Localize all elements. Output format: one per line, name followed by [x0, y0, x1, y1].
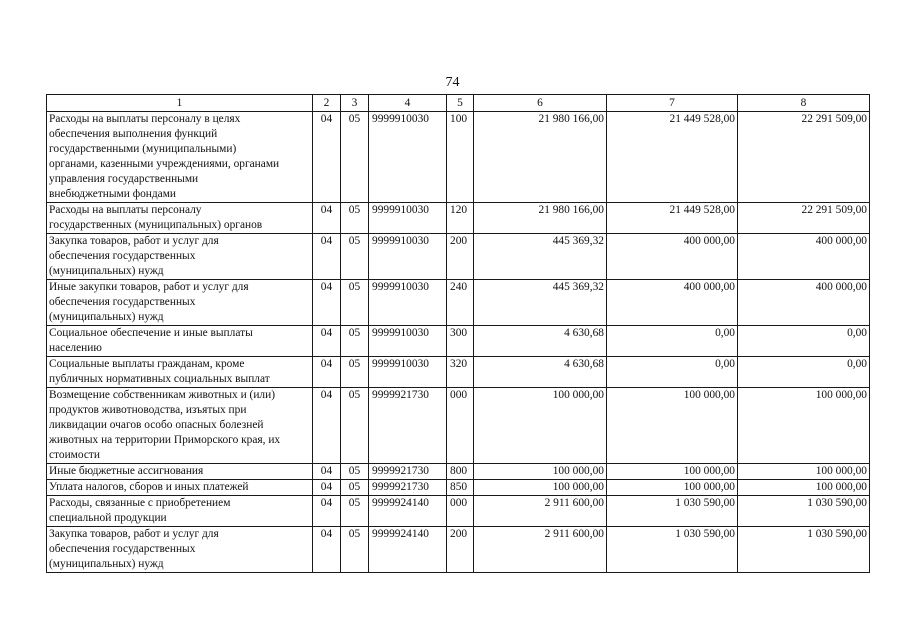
amount-col-6: 2 911 600,00 [474, 527, 607, 573]
description-line: государственными (муниципальными) [49, 143, 237, 155]
subsection-code: 05 [341, 280, 369, 326]
row-description [47, 464, 313, 480]
description-line: обеспечения государственных [49, 296, 196, 308]
description-line: публичных нормативных социальных выплат [49, 373, 270, 385]
amount-col-6: 2 911 600,00 [474, 496, 607, 527]
amount-col-8: 100 000,00 [738, 480, 870, 496]
amount-col-6: 4 630,68 [474, 326, 607, 357]
description-line: (муниципальных) нужд [49, 558, 164, 570]
target-article-code: 9999910030 [369, 112, 447, 203]
amount-col-7: 100 000,00 [607, 480, 738, 496]
table-row [47, 234, 870, 280]
section-code: 04 [313, 203, 341, 234]
section-code: 04 [313, 234, 341, 280]
row-description [47, 357, 313, 388]
amount-col-7: 400 000,00 [607, 280, 738, 326]
column-header: 1 [47, 95, 313, 112]
target-article-code: 9999921730 [369, 464, 447, 480]
table-row [47, 527, 870, 573]
amount-col-8: 0,00 [738, 326, 870, 357]
description-line: (муниципальных) нужд [49, 265, 164, 277]
description-line: (муниципальных) нужд [49, 311, 164, 323]
target-article-code: 9999910030 [369, 280, 447, 326]
column-header: 2 [313, 95, 341, 112]
section-code: 04 [313, 527, 341, 573]
section-code: 04 [313, 496, 341, 527]
target-article-code: 9999910030 [369, 326, 447, 357]
amount-col-7: 0,00 [607, 357, 738, 388]
table-row [47, 112, 870, 203]
amount-col-6: 445 369,32 [474, 234, 607, 280]
amount-col-7: 400 000,00 [607, 234, 738, 280]
description-line: органами, казенными учреждениями, органами [49, 158, 280, 170]
amount-col-8: 400 000,00 [738, 280, 870, 326]
target-article-code: 9999924140 [369, 527, 447, 573]
row-description [47, 496, 313, 527]
column-header: 4 [369, 95, 447, 112]
target-article-code: 9999924140 [369, 496, 447, 527]
subsection-code: 05 [341, 496, 369, 527]
amount-col-8: 1 030 590,00 [738, 496, 870, 527]
expense-type-code: 800 [447, 464, 474, 480]
description-line: обеспечения выполнения функций [49, 128, 218, 140]
expense-type-code: 000 [447, 496, 474, 527]
amount-col-8: 1 030 590,00 [738, 527, 870, 573]
description-line: продуктов животноводства, изъятых при [49, 404, 247, 416]
header-row [47, 95, 870, 112]
description-line: Расходы, связанные с приобретением [49, 497, 231, 509]
section-code: 04 [313, 464, 341, 480]
amount-col-8: 100 000,00 [738, 388, 870, 464]
row-description [47, 280, 313, 326]
section-code: 04 [313, 357, 341, 388]
table-row [47, 203, 870, 234]
column-header: 5 [447, 95, 474, 112]
description-line: Расходы на выплаты персоналу в целях [49, 113, 241, 125]
expense-type-code: 240 [447, 280, 474, 326]
description-line: управления государственными [49, 173, 199, 185]
row-description [47, 203, 313, 234]
amount-col-7: 21 449 528,00 [607, 203, 738, 234]
target-article-code: 9999910030 [369, 357, 447, 388]
row-description [47, 480, 313, 496]
table-row [47, 388, 870, 464]
target-article-code: 9999910030 [369, 234, 447, 280]
description-line: стоимости [49, 449, 100, 461]
table-row [47, 326, 870, 357]
section-code: 04 [313, 326, 341, 357]
target-article-code: 9999910030 [369, 203, 447, 234]
amount-col-8: 22 291 509,00 [738, 203, 870, 234]
amount-col-7: 1 030 590,00 [607, 527, 738, 573]
table-body [47, 112, 870, 573]
expense-type-code: 100 [447, 112, 474, 203]
amount-col-6: 4 630,68 [474, 357, 607, 388]
amount-col-7: 100 000,00 [607, 388, 738, 464]
expense-type-code: 850 [447, 480, 474, 496]
subsection-code: 05 [341, 326, 369, 357]
column-header: 8 [738, 95, 870, 112]
description-line: внебюджетными фондами [49, 188, 177, 200]
section-code: 04 [313, 112, 341, 203]
subsection-code: 05 [341, 388, 369, 464]
description-line: государственных (муниципальных) органов [49, 219, 263, 231]
column-header: 6 [474, 95, 607, 112]
description-line: Социальные выплаты гражданам, кроме [49, 358, 245, 370]
description-line: Иные закупки товаров, работ и услуг для [49, 281, 249, 293]
table-row [47, 480, 870, 496]
page-number: 74 [445, 75, 460, 90]
description-line: Закупка товаров, работ и услуг для [49, 528, 219, 540]
row-description [47, 326, 313, 357]
description-line: Расходы на выплаты персоналу [49, 204, 202, 216]
expense-type-code: 200 [447, 527, 474, 573]
expense-type-code: 320 [447, 357, 474, 388]
subsection-code: 05 [341, 203, 369, 234]
description-line: обеспечения государственных [49, 543, 196, 555]
target-article-code: 9999921730 [369, 388, 447, 464]
row-description [47, 234, 313, 280]
amount-col-8: 0,00 [738, 357, 870, 388]
amount-col-6: 100 000,00 [474, 480, 607, 496]
description-line: животных на территории Приморского края, их [49, 434, 281, 446]
row-description [47, 527, 313, 573]
amount-col-8: 22 291 509,00 [738, 112, 870, 203]
column-header: 7 [607, 95, 738, 112]
subsection-code: 05 [341, 480, 369, 496]
row-description [47, 388, 313, 464]
budget-table [46, 94, 870, 573]
amount-col-6: 100 000,00 [474, 388, 607, 464]
subsection-code: 05 [341, 357, 369, 388]
table-row [47, 496, 870, 527]
description-line: Закупка товаров, работ и услуг для [49, 235, 219, 247]
section-code: 04 [313, 480, 341, 496]
description-line: обеспечения государственных [49, 250, 196, 262]
subsection-code: 05 [341, 464, 369, 480]
table-row [47, 357, 870, 388]
amount-col-7: 100 000,00 [607, 464, 738, 480]
amount-col-6: 445 369,32 [474, 280, 607, 326]
section-code: 04 [313, 388, 341, 464]
expense-type-code: 120 [447, 203, 474, 234]
amount-col-6: 21 980 166,00 [474, 203, 607, 234]
amount-col-8: 400 000,00 [738, 234, 870, 280]
description-line: ликвидации очагов особо опасных болезней [49, 419, 264, 431]
expense-type-code: 300 [447, 326, 474, 357]
amount-col-6: 21 980 166,00 [474, 112, 607, 203]
description-line: специальной продукции [49, 512, 167, 524]
subsection-code: 05 [341, 112, 369, 203]
column-header: 3 [341, 95, 369, 112]
table-row [47, 280, 870, 326]
table-row [47, 464, 870, 480]
description-line: Иные бюджетные ассигнования [49, 465, 204, 477]
amount-col-7: 1 030 590,00 [607, 496, 738, 527]
amount-col-7: 21 449 528,00 [607, 112, 738, 203]
amount-col-7: 0,00 [607, 326, 738, 357]
row-description [47, 112, 313, 203]
target-article-code: 9999921730 [369, 480, 447, 496]
description-line: Возмещение собственникам животных и (или) [49, 389, 276, 401]
subsection-code: 05 [341, 527, 369, 573]
amount-col-6: 100 000,00 [474, 464, 607, 480]
subsection-code: 05 [341, 234, 369, 280]
amount-col-8: 100 000,00 [738, 464, 870, 480]
expense-type-code: 200 [447, 234, 474, 280]
expense-type-code: 000 [447, 388, 474, 464]
section-code: 04 [313, 280, 341, 326]
description-line: Уплата налогов, сборов и иных платежей [49, 481, 249, 493]
description-line: населению [49, 342, 102, 354]
description-line: Социальное обеспечение и иные выплаты [49, 327, 253, 339]
